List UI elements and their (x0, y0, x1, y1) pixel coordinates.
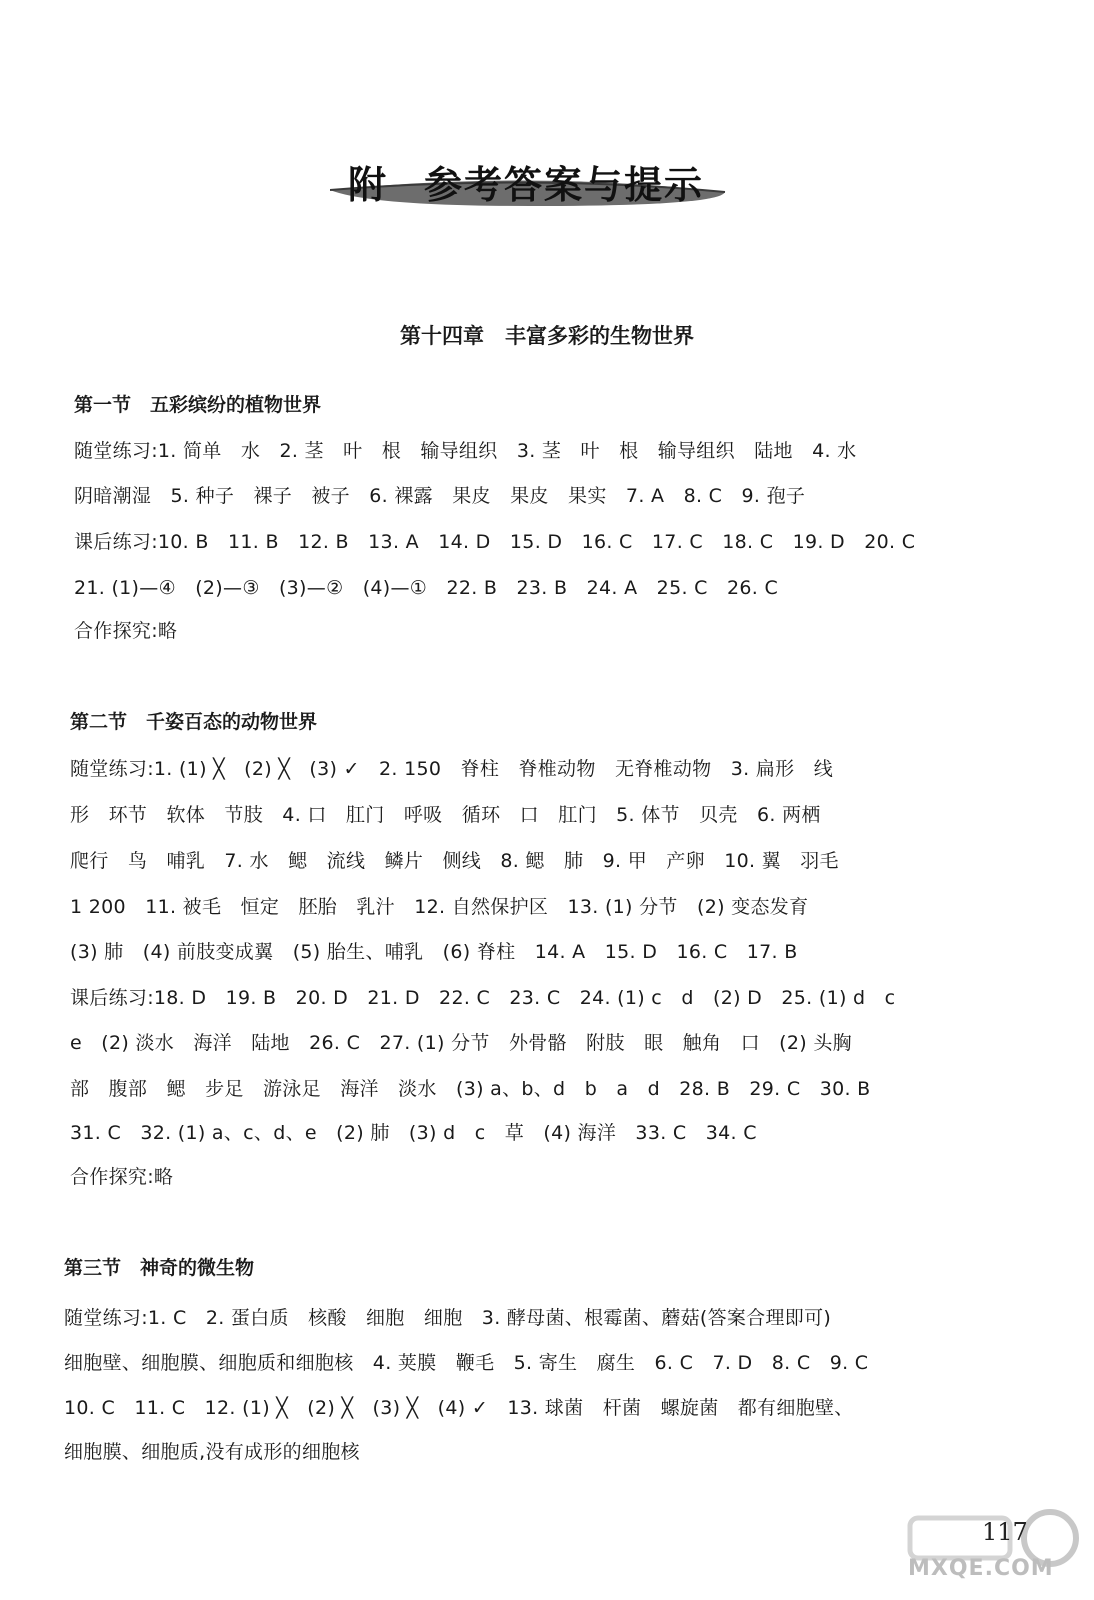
answer-line: 细胞壁、细胞膜、细胞质和细胞核 4. 荚膜 鞭毛 5. 寄生 腐生 6. C 7. D 8. C 9. C (64, 1352, 869, 1374)
watermark-text: MXQE.COM (908, 1556, 1054, 1581)
banner-title: 参考答案与提示 (424, 163, 705, 207)
chapter-title: 第十四章 丰富多彩的生物世界 (400, 324, 694, 348)
answer-line: 31. C 32. (1) a、c、d、e (2) 肺 (3) d c 草 (4) 海洋 33. C 34. C (70, 1122, 757, 1144)
answer-line: 阴暗潮湿 5. 种子 裸子 被子 6. 裸露 果皮 果皮 果实 7. A 8. C 9. 孢子 (74, 485, 806, 507)
answer-line: 课后练习:10. B 11. B 12. B 13. A 14. D 15. D 16. C 17. C 18. C 19. D 20. C (74, 531, 916, 553)
answer-line: 形 环节 软体 节肢 4. 口 肛门 呼吸 循环 口 肛门 5. 体节 贝壳 6. 两栖 (70, 804, 821, 826)
banner-heading (348, 154, 704, 209)
page-number: 117 (982, 1518, 1028, 1546)
section-title: 第一节 五彩缤纷的植物世界 (74, 394, 322, 416)
title-banner (330, 150, 730, 210)
answer-line: 随堂练习:1. 简单 水 2. 茎 叶 根 输导组织 3. 茎 叶 根 输导组织 陆地 4. 水 (74, 440, 857, 462)
answer-line: 课后练习:18. D 19. B 20. D 21. D 22. C 23. C 24. (1) c d (2) D 25. (1) d c (70, 987, 896, 1009)
answer-line: 部 腹部 鳃 步足 游泳足 海洋 淡水 (3) a、b、d b a d 28. B 29. C 30. B (70, 1078, 871, 1100)
answer-line: 随堂练习:1. (1) ╳ (2) ╳ (3) ✓ 2. 150 脊柱 脊椎动物 无脊椎动物 3. 扁形 线 (70, 758, 834, 780)
answer-line: e (2) 淡水 海洋 陆地 26. C 27. (1) 分节 外骨骼 附肢 眼 触角 口 (2) 头胸 (70, 1032, 852, 1054)
answer-line: (3) 肺 (4) 前肢变成翼 (5) 胎生、哺乳 (6) 脊柱 14. A 15. D 16. C 17. B (70, 941, 798, 963)
section-title: 第三节 神奇的微生物 (64, 1257, 255, 1279)
answer-line: 爬行 鸟 哺乳 7. 水 鳃 流线 鳞片 侧线 8. 鳃 肺 9. 甲 产卵 10. 翼 羽毛 (70, 850, 839, 872)
answer-line: 细胞膜、细胞质,没有成形的细胞核 (64, 1441, 360, 1463)
answer-line: 合作探究:略 (74, 620, 178, 642)
answer-line: 随堂练习:1. C 2. 蛋白质 核酸 细胞 细胞 3. 酵母菌、根霉菌、蘑菇(答案合理即可) (64, 1307, 832, 1329)
answer-line: 合作探究:略 (70, 1166, 174, 1188)
answer-line: 1 200 11. 被毛 恒定 胚胎 乳汁 12. 自然保护区 13. (1) 分节 (2) 变态发育 (70, 896, 809, 918)
banner-fu: 附 (348, 163, 389, 207)
section-title: 第二节 千姿百态的动物世界 (70, 711, 318, 733)
answer-line: 21. (1)—④ (2)—③ (3)—② (4)—① 22. B 23. B 24. A 25. C 26. C (74, 577, 779, 599)
answer-line: 10. C 11. C 12. (1) ╳ (2) ╳ (3) ╳ (4) ✓ 13. 球菌 杆菌 螺旋菌 都有细胞壁、 (64, 1397, 854, 1419)
